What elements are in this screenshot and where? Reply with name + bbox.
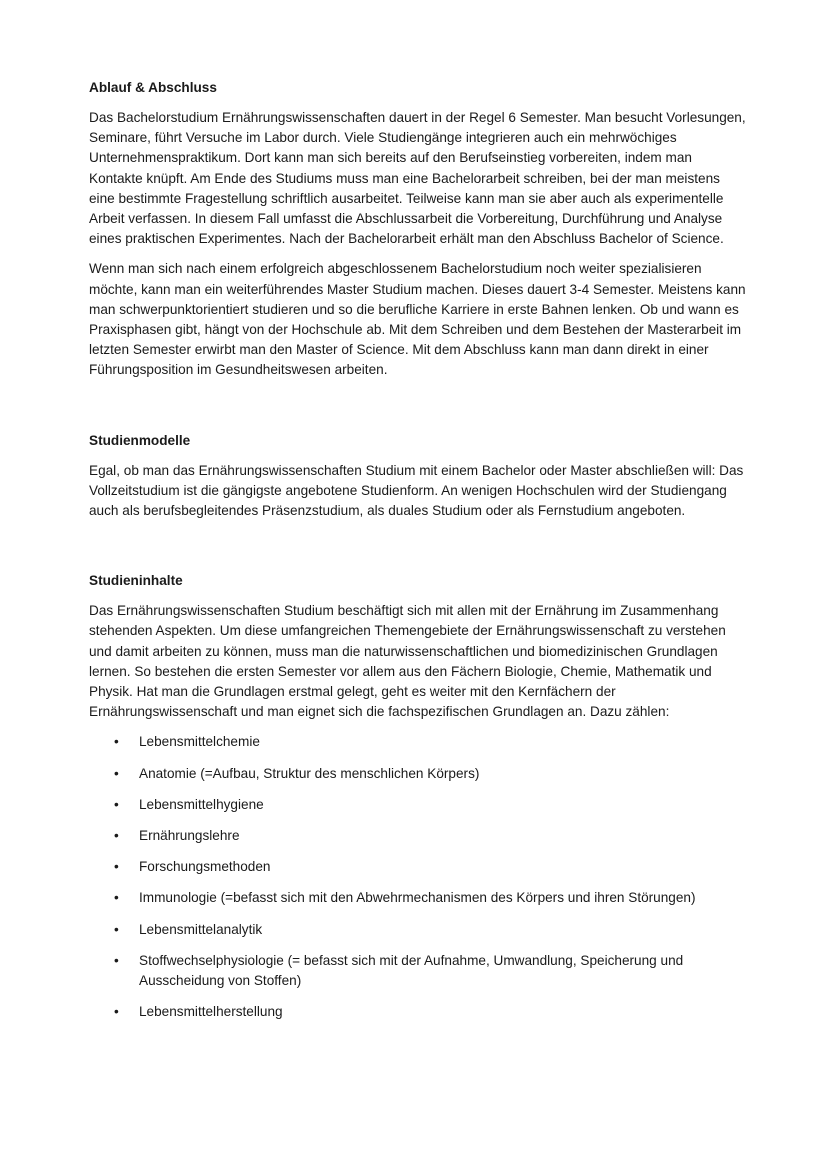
list-item (89, 732, 749, 752)
section-heading: Studienmodelle (89, 432, 191, 448)
list-item (89, 764, 749, 784)
subject-list (89, 732, 749, 1022)
list-item-text: Lebensmittelchemie (139, 734, 260, 750)
bullet-icon: • (114, 890, 119, 906)
bullet-icon: • (114, 859, 119, 875)
section-studienmodelle (89, 431, 749, 522)
list-item-text: Anatomie (=Aufbau, Struktur des menschlichen Körpers) (139, 765, 480, 781)
list-item (89, 795, 749, 815)
section-heading: Ablauf & Abschluss (89, 80, 217, 95)
paragraph: Wenn man sich nach einem erfolgreich abgeschlossenem Bachelorstudium noch weiter spezialisieren möchte, kann man ein weiterführendes Master Studium machen. Dieses dauert 3-4 Semester. Meistens kann man schwerpunktorientiert studieren und so die berufliche Karriere in erste Bahnen lenken. Ob und wann es Praxisphasen gibt, hängt von der Hochschule ab. Mit dem Schreiben und dem Bestehen der Masterarbeit im letzten Semester erwirbt man den Master of Science. Mit dem Abschluss kann man dann direkt in einer Führungsposition im Gesundheitswesen arbeiten. (89, 261, 746, 378)
bullet-icon: • (114, 828, 119, 844)
list-item (89, 888, 749, 908)
list-item-text: Stoffwechselphysiologie (= befasst sich mit der Aufnahme, Umwandlung, Speicherung und Ausscheidung von Stoffen) (139, 952, 684, 989)
list-item-text: Forschungsmethoden (139, 859, 271, 875)
list-item (89, 951, 749, 991)
section-spacer (89, 391, 749, 431)
bullet-icon: • (114, 1004, 119, 1020)
section-studieninhalte (89, 571, 749, 1022)
list-item-text: Lebensmittelhygiene (139, 796, 264, 812)
document-page (89, 78, 749, 1034)
bullet-icon: • (114, 952, 119, 968)
paragraph: Egal, ob man das Ernährungswissenschaften Studium mit einem Bachelor oder Master abschließen will: Das Vollzeitstudium ist die gängigste angebotene Studienform. An wenigen Hochschulen wird der Studiengang auch als berufsbegleitendes Präsenzstudium, als duales Studium oder als Fernstudium angeboten. (89, 462, 744, 519)
bullet-icon: • (114, 921, 119, 937)
bullet-icon: • (114, 796, 119, 812)
list-item (89, 1002, 749, 1022)
list-item (89, 826, 749, 846)
paragraph: Das Bachelorstudium Ernährungswissenschaften dauert in der Regel 6 Semester. Man besucht Vorlesungen, Seminare, führt Versuche im Labor durch. Viele Studiengänge integrieren auch ein mehrwöchiges Unternehmenspraktikum. Dort kann man sich bereits auf den Berufseinstieg vorbereiten, indem man Kontakte knüpft. Am Ende des Studiums muss man eine Bachelorarbeit schreiben, bei der man meistens eine bestimmte Fragestellung schriftlich ausarbeitet. Teilweise kann man sie aber auch als experimentelle Arbeit verfassen. In diesem Fall umfasst die Abschlussarbeit die Vorbereitung, Durchführung und Analyse eines praktischen Experimentes. Nach der Bachelorarbeit erhält man den Abschluss Bachelor of Science. (89, 110, 746, 247)
section-ablauf (89, 78, 749, 381)
list-item-text: Immunologie (=befasst sich mit den Abwehrmechanismen des Körpers und ihren Störungen) (139, 890, 696, 906)
section-spacer (89, 531, 749, 571)
list-item-text: Lebensmittelherstellung (139, 1004, 283, 1020)
bullet-icon: • (114, 734, 119, 750)
list-item (89, 920, 749, 940)
bullet-icon: • (114, 765, 119, 781)
list-item (89, 857, 749, 877)
list-item-text: Lebensmittelanalytik (139, 921, 263, 937)
section-heading: Studieninhalte (89, 573, 183, 589)
paragraph: Das Ernährungswissenschaften Studium beschäftigt sich mit allen mit der Ernährung im Zusammenhang stehenden Aspekten. Um diese umfangreichen Themengebiete der Ernährungswissenschaft zu verstehen und damit arbeiten zu können, muss man die naturwissenschaftlichen und biomedizinischen Grundlagen lernen. So bestehen die ersten Semester vor allem aus den Fächern Biologie, Chemie, Mathematik und Physik. Hat man die Grundlagen erstmal gelegt, geht es weiter mit den Kernfächern der Ernährungswissenschaft und man eignet sich die fachspezifischen Grundlagen an. Dazu zählen: (89, 603, 726, 720)
list-item-text: Ernährungslehre (139, 828, 240, 844)
